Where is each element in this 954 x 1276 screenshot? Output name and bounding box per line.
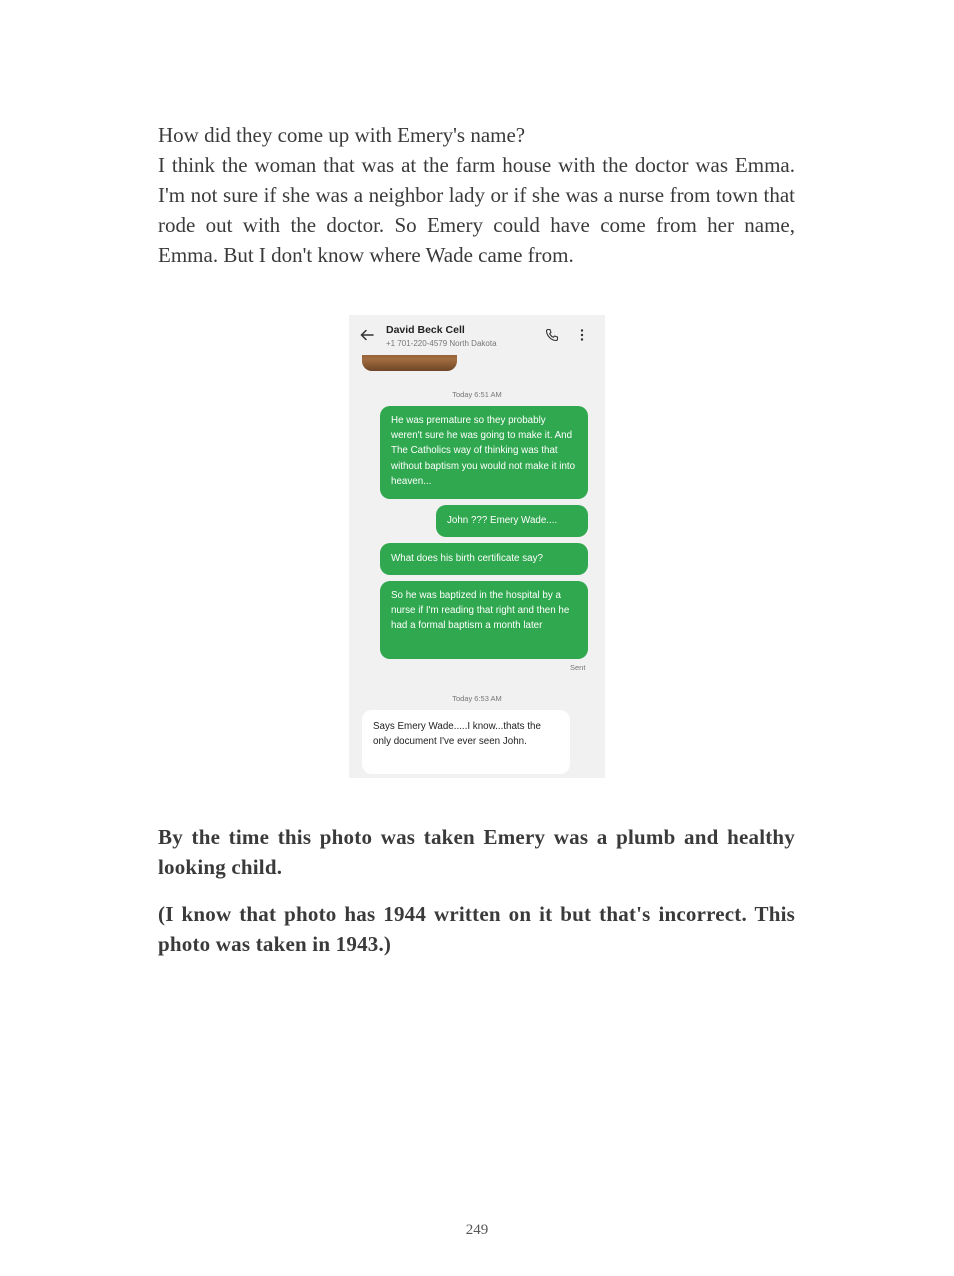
timestamp: Today 6:53 AM bbox=[452, 694, 502, 703]
question-heading: How did they come up with Emery's name? bbox=[158, 123, 526, 147]
phone-icon[interactable] bbox=[545, 328, 559, 342]
text-message-screenshot bbox=[349, 315, 605, 778]
caption-paragraph: By the time this photo was taken Emery was a plumb and healthy looking child. bbox=[158, 825, 795, 879]
sent-message-bubble[interactable]: So he was baptized in the hospital by a nurse if I'm reading that right and then he had a formal baptism a month later bbox=[380, 581, 588, 659]
caption-note: (I know that photo has 1944 written on it but that's incorrect. This photo was taken in 1943.) bbox=[158, 902, 795, 956]
contact-name: David Beck Cell bbox=[386, 324, 465, 336]
conversation-header bbox=[349, 315, 605, 355]
sent-message-bubble[interactable]: What does his birth certificate say? bbox=[380, 543, 588, 575]
timestamp: Today 6:51 AM bbox=[452, 390, 502, 399]
received-message-bubble[interactable]: Says Emery Wade.....I know...thats the only document I've ever seen John. bbox=[362, 710, 570, 774]
sent-message-bubble[interactable]: John ??? Emery Wade.... bbox=[436, 505, 588, 537]
body-paragraph: I think the woman that was at the farm house with the doctor was Emma. I'm not sure if she was a neighbor lady or if she was a nurse from town that rode out with the doctor. So Emery could have come from her name, Emma. But I don't know where Wade came from. bbox=[158, 153, 795, 267]
more-vertical-icon[interactable] bbox=[575, 328, 589, 342]
sent-message-bubble[interactable]: He was premature so they probably weren't sure he was going to make it. And The Catholics way of thinking was that without baptism you would not make it into heaven... bbox=[380, 406, 588, 499]
arrow-left-icon[interactable] bbox=[359, 327, 375, 343]
contact-number: +1 701-220-4579 North Dakota bbox=[386, 339, 497, 348]
page-number: 249 bbox=[465, 1222, 489, 1238]
sent-status: Sent bbox=[570, 663, 586, 672]
